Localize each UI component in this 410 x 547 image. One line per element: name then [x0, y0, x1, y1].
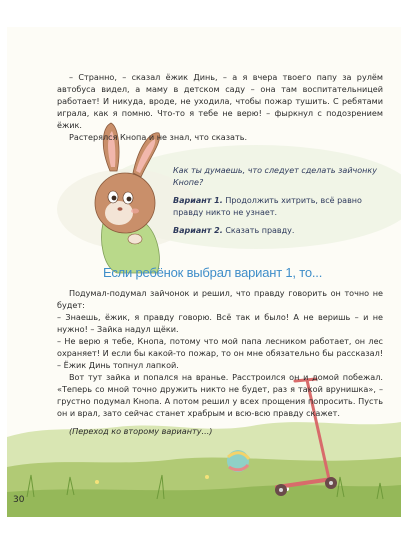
toy-ball	[227, 450, 249, 472]
page-number: 30	[13, 495, 25, 505]
option-2	[173, 225, 393, 237]
section-heading: Если ребёнок выбрал вариант 1, то...	[103, 265, 323, 280]
option-2-label: Вариант 2.	[173, 226, 223, 235]
story-paragraph: – Не верю я тебе, Кнопа, потому что мой папа лесником работает, он лес охраняет! И если бы какой-то пожар, то он мне обязательно бы рассказал! – Ёжик Динь топнул лапкой.	[57, 336, 383, 370]
option-1-label: Вариант 1.	[173, 196, 223, 205]
story-paragraph: – Знаешь, ёжик, я правду говорю. Всё так и было! А не веришь – и не нужно! – Зайка надул щёки.	[57, 312, 383, 334]
question-text: Как ты думаешь, что следует сделать зайчонку Кнопе?	[173, 166, 377, 187]
intro-paragraph: Растерялся Кнопа и не знал, что сказать.	[69, 132, 248, 142]
intro-text	[57, 71, 383, 143]
bunny-character	[95, 123, 160, 273]
story-text	[57, 287, 383, 437]
question-box	[173, 165, 393, 237]
story-paragraph: Вот тут зайка и попался на вранье. Расстроился он и домой побежал. «Теперь со мной точно дружить никто не будет, раз я такой врунишка», – грустно подумал Кнопа. А потом решил у всех прощения попросить. Пусть он и врал, зато сейчас станет храбрым и всю-всю правду скажет.	[57, 372, 383, 418]
transition-note: (Переход ко второму варианту...)	[69, 426, 213, 436]
option-2-text: Сказать правду.	[225, 226, 295, 235]
option-1	[173, 195, 393, 219]
story-paragraph: Подумал-подумал зайчонок и решил, что правду говорить он точно не будет:	[57, 288, 383, 310]
intro-paragraph: – Странно, – сказал ёжик Динь, – а я вчера твоего папу за рулём автобуса видел, а маму в детском саду – она там воспитательницей работает! И никуда, вроде, не уходила, чтобы пожар тушить. С ребятами играла, как я помню. Что-то я тебе не верю! – фыркнул с подозрением ёжик.	[57, 72, 383, 130]
book-page	[7, 27, 401, 517]
option-1-text: Продолжить хитрить, всё равно правду никто не узнает.	[173, 196, 362, 217]
